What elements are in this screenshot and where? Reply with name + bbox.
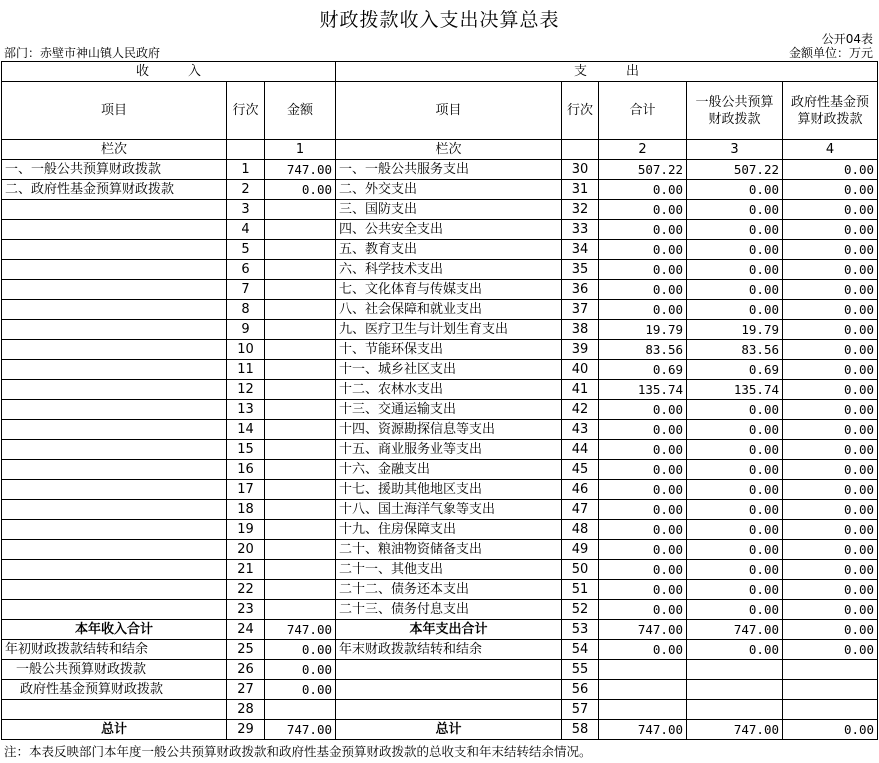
gov-fund-amount: 0.00	[783, 520, 878, 540]
income-item: 一、一般公共预算财政拨款	[2, 160, 227, 180]
income-item: 二、政府性基金预算财政拨款	[2, 180, 227, 200]
expense-row-no: 43	[562, 420, 599, 440]
general-budget-amount: 0.00	[687, 240, 783, 260]
income-row-no: 7	[227, 280, 265, 300]
general-budget-amount: 0.00	[687, 280, 783, 300]
expense-row-no: 39	[562, 340, 599, 360]
table-row	[2, 540, 878, 560]
expense-total: 0.00	[599, 240, 687, 260]
expense-total: 0.00	[599, 420, 687, 440]
expense-item: 年末财政拨款结转和结余	[336, 640, 562, 660]
expense-row-no: 48	[562, 520, 599, 540]
expense-row-no: 32	[562, 200, 599, 220]
expense-row-no: 53	[562, 620, 599, 640]
income-row-no: 26	[227, 660, 265, 680]
income-item: 本年收入合计	[2, 620, 227, 640]
expense-total: 747.00	[599, 720, 687, 740]
table-row	[2, 460, 878, 480]
income-row-no: 28	[227, 700, 265, 720]
income-amount	[265, 540, 336, 560]
expense-item: 总计	[336, 720, 562, 740]
expense-total: 135.74	[599, 380, 687, 400]
gov-fund-amount: 0.00	[783, 160, 878, 180]
general-budget-amount: 0.00	[687, 640, 783, 660]
general-budget-amount: 0.00	[687, 460, 783, 480]
income-row-no: 22	[227, 580, 265, 600]
budget-table	[1, 61, 878, 740]
expense-total: 19.79	[599, 320, 687, 340]
income-amount	[265, 260, 336, 280]
income-row-no: 19	[227, 520, 265, 540]
general-budget-amount: 0.00	[687, 420, 783, 440]
income-row-no: 16	[227, 460, 265, 480]
income-row-no: 11	[227, 360, 265, 380]
gov-fund-amount: 0.00	[783, 420, 878, 440]
expense-row-no: 50	[562, 560, 599, 580]
income-item	[2, 320, 227, 340]
income-item: 政府性基金预算财政拨款	[2, 680, 227, 700]
income-amount	[265, 460, 336, 480]
general-budget-amount: 507.22	[687, 160, 783, 180]
expense-row-no: 45	[562, 460, 599, 480]
income-row-no: 27	[227, 680, 265, 700]
general-budget-amount: 0.00	[687, 400, 783, 420]
expense-row-no: 57	[562, 700, 599, 720]
general-budget-amount: 0.00	[687, 600, 783, 620]
blank-cell	[227, 140, 265, 160]
expense-row-no: 54	[562, 640, 599, 660]
expense-total	[599, 660, 687, 680]
gov-fund-amount: 0.00	[783, 220, 878, 240]
gov-fund-amount: 0.00	[783, 260, 878, 280]
income-item	[2, 360, 227, 380]
expense-item	[336, 660, 562, 680]
general-budget-amount: 0.00	[687, 520, 783, 540]
expense-item: 八、社会保障和就业支出	[336, 300, 562, 320]
col-2: 2	[599, 140, 687, 160]
income-row-no: 14	[227, 420, 265, 440]
general-budget-amount: 747.00	[687, 620, 783, 640]
income-rowno-header: 行次	[227, 82, 265, 140]
expense-total: 83.56	[599, 340, 687, 360]
income-amount: 747.00	[265, 620, 336, 640]
gov-fund-amount: 0.00	[783, 640, 878, 660]
expense-total: 0.00	[599, 180, 687, 200]
general-budget-amount	[687, 680, 783, 700]
expense-total: 0.00	[599, 500, 687, 520]
income-item	[2, 440, 227, 460]
income-row-no: 25	[227, 640, 265, 660]
col-4: 4	[783, 140, 878, 160]
gov-fund-amount	[783, 680, 878, 700]
gov-fund-amount: 0.00	[783, 600, 878, 620]
expense-total: 0.00	[599, 200, 687, 220]
expense-total: 747.00	[599, 620, 687, 640]
expense-row-no: 36	[562, 280, 599, 300]
income-amount	[265, 300, 336, 320]
expense-item	[336, 680, 562, 700]
table-row	[2, 320, 878, 340]
general-budget-amount: 0.00	[687, 300, 783, 320]
table-row	[2, 300, 878, 320]
table-row	[2, 500, 878, 520]
income-row-no: 6	[227, 260, 265, 280]
income-amount	[265, 440, 336, 460]
general-budget-amount: 0.00	[687, 180, 783, 200]
income-amount: 0.00	[265, 640, 336, 660]
income-row-no: 20	[227, 540, 265, 560]
gov-fund-amount: 0.00	[783, 380, 878, 400]
expense-item: 二、外交支出	[336, 180, 562, 200]
income-amount: 0.00	[265, 180, 336, 200]
expense-row-no: 55	[562, 660, 599, 680]
income-row-no: 21	[227, 560, 265, 580]
table-row	[2, 160, 878, 180]
expense-total: 0.00	[599, 280, 687, 300]
income-item	[2, 420, 227, 440]
income-amount	[265, 500, 336, 520]
expense-item: 二十一、其他支出	[336, 560, 562, 580]
gov-fund-amount: 0.00	[783, 540, 878, 560]
table-row	[2, 680, 878, 700]
gov-fund-amount	[783, 660, 878, 680]
income-item-header: 项目	[2, 82, 227, 140]
gov-fund-amount: 0.00	[783, 280, 878, 300]
expense-row-no: 30	[562, 160, 599, 180]
income-row-no: 18	[227, 500, 265, 520]
income-amount-header: 金额	[265, 82, 336, 140]
gov-fund-amount: 0.00	[783, 620, 878, 640]
general-budget-amount: 0.00	[687, 200, 783, 220]
expense-row-no: 34	[562, 240, 599, 260]
footnote: 注：本表反映部门本年度一般公共预算财政拨款和政府性基金预算财政拨款的总收支和年末结转结余情况。	[4, 744, 592, 759]
expense-item: 十六、金融支出	[336, 460, 562, 480]
income-item	[2, 300, 227, 320]
income-amount	[265, 360, 336, 380]
income-amount: 747.00	[265, 160, 336, 180]
expense-row-no: 41	[562, 380, 599, 400]
income-item	[2, 560, 227, 580]
expense-item: 一、一般公共服务支出	[336, 160, 562, 180]
expense-total: 0.69	[599, 360, 687, 380]
table-row	[2, 580, 878, 600]
expense-item: 十七、援助其他地区支出	[336, 480, 562, 500]
income-amount	[265, 480, 336, 500]
income-amount	[265, 320, 336, 340]
blank-cell	[562, 140, 599, 160]
income-amount	[265, 600, 336, 620]
gov-fund-amount: 0.00	[783, 360, 878, 380]
gov-fund-header: 政府性基金预算财政拨款	[783, 82, 878, 140]
expense-item: 十一、城乡社区支出	[336, 360, 562, 380]
income-row-no: 1	[227, 160, 265, 180]
expense-item: 二十、粮油物资储备支出	[336, 540, 562, 560]
expense-total: 507.22	[599, 160, 687, 180]
gov-fund-amount: 0.00	[783, 400, 878, 420]
general-budget-header: 一般公共预算财政拨款	[687, 82, 783, 140]
table-row	[2, 480, 878, 500]
expense-row-no: 35	[562, 260, 599, 280]
income-item	[2, 500, 227, 520]
general-budget-amount: 19.79	[687, 320, 783, 340]
expense-item: 六、科学技术支出	[336, 260, 562, 280]
general-budget-amount: 0.00	[687, 480, 783, 500]
table-row	[2, 440, 878, 460]
gov-fund-amount: 0.00	[783, 440, 878, 460]
table-row	[2, 180, 878, 200]
expense-item: 二十三、债务付息支出	[336, 600, 562, 620]
income-row-no: 24	[227, 620, 265, 640]
expense-total	[599, 680, 687, 700]
general-budget-amount: 0.00	[687, 580, 783, 600]
form-number: 公开04表	[821, 32, 873, 46]
expense-total: 0.00	[599, 480, 687, 500]
table-row	[2, 720, 878, 740]
col-label: 栏次	[336, 140, 562, 160]
col-label: 栏次	[2, 140, 227, 160]
income-item: 一般公共预算财政拨款	[2, 660, 227, 680]
income-amount	[265, 400, 336, 420]
income-row-no: 3	[227, 200, 265, 220]
general-budget-amount: 0.00	[687, 220, 783, 240]
income-amount	[265, 280, 336, 300]
table-row	[2, 380, 878, 400]
income-item	[2, 260, 227, 280]
income-item	[2, 520, 227, 540]
income-row-no: 2	[227, 180, 265, 200]
expense-row-no: 49	[562, 540, 599, 560]
expense-item: 十四、资源勘探信息等支出	[336, 420, 562, 440]
income-amount	[265, 240, 336, 260]
income-amount: 0.00	[265, 660, 336, 680]
unit-label: 金额单位：万元	[788, 46, 873, 60]
expense-item	[336, 700, 562, 720]
table-row	[2, 560, 878, 580]
expense-row-no: 52	[562, 600, 599, 620]
income-item	[2, 540, 227, 560]
income-item	[2, 600, 227, 620]
expense-total: 0.00	[599, 540, 687, 560]
expense-total: 0.00	[599, 560, 687, 580]
expense-item: 十九、住房保障支出	[336, 520, 562, 540]
income-item	[2, 400, 227, 420]
income-row-no: 9	[227, 320, 265, 340]
expense-total: 0.00	[599, 260, 687, 280]
expense-total: 0.00	[599, 220, 687, 240]
expense-row-no: 44	[562, 440, 599, 460]
income-item	[2, 340, 227, 360]
expense-total-header: 合计	[599, 82, 687, 140]
table-row	[2, 640, 878, 660]
general-budget-amount: 747.00	[687, 720, 783, 740]
income-item	[2, 280, 227, 300]
income-item	[2, 380, 227, 400]
general-budget-amount: 0.00	[687, 440, 783, 460]
gov-fund-amount: 0.00	[783, 480, 878, 500]
gov-fund-amount: 0.00	[783, 340, 878, 360]
table-row	[2, 420, 878, 440]
table-row	[2, 240, 878, 260]
table-row	[2, 220, 878, 240]
income-row-no: 29	[227, 720, 265, 740]
expense-total	[599, 700, 687, 720]
gov-fund-amount: 0.00	[783, 580, 878, 600]
income-amount	[265, 200, 336, 220]
expense-total: 0.00	[599, 440, 687, 460]
expense-item: 四、公共安全支出	[336, 220, 562, 240]
table-row	[2, 200, 878, 220]
expense-item: 三、国防支出	[336, 200, 562, 220]
col-1: 1	[265, 140, 336, 160]
expense-row-no: 40	[562, 360, 599, 380]
expense-item: 十、节能环保支出	[336, 340, 562, 360]
expense-item: 本年支出合计	[336, 620, 562, 640]
income-amount	[265, 520, 336, 540]
expense-row-no: 46	[562, 480, 599, 500]
income-row-no: 23	[227, 600, 265, 620]
expense-row-no: 38	[562, 320, 599, 340]
income-amount: 747.00	[265, 720, 336, 740]
general-budget-amount	[687, 660, 783, 680]
gov-fund-amount: 0.00	[783, 460, 878, 480]
gov-fund-amount: 0.00	[783, 200, 878, 220]
general-budget-amount: 0.69	[687, 360, 783, 380]
income-row-no: 5	[227, 240, 265, 260]
page-title: 财政拨款收入支出决算总表	[319, 9, 560, 31]
table-row	[2, 600, 878, 620]
department-label: 部门：赤壁市神山镇人民政府	[4, 46, 161, 60]
table-row	[2, 260, 878, 280]
expense-total: 0.00	[599, 640, 687, 660]
expense-header: 支 出	[336, 62, 878, 82]
expense-item: 十八、国土海洋气象等支出	[336, 500, 562, 520]
income-row-no: 12	[227, 380, 265, 400]
gov-fund-amount: 0.00	[783, 300, 878, 320]
general-budget-amount: 0.00	[687, 560, 783, 580]
expense-total: 0.00	[599, 460, 687, 480]
expense-item: 十二、农林水支出	[336, 380, 562, 400]
income-item	[2, 240, 227, 260]
income-amount	[265, 340, 336, 360]
income-item: 总计	[2, 720, 227, 740]
income-header: 收 入	[2, 62, 336, 82]
gov-fund-amount: 0.00	[783, 320, 878, 340]
expense-item: 七、文化体育与传媒支出	[336, 280, 562, 300]
income-item: 年初财政拨款结转和结余	[2, 640, 227, 660]
income-row-no: 4	[227, 220, 265, 240]
gov-fund-amount: 0.00	[783, 240, 878, 260]
income-amount: 0.00	[265, 680, 336, 700]
expense-row-no: 56	[562, 680, 599, 700]
expense-item: 二十二、债务还本支出	[336, 580, 562, 600]
income-amount	[265, 560, 336, 580]
income-row-no: 8	[227, 300, 265, 320]
income-amount	[265, 700, 336, 720]
income-amount	[265, 380, 336, 400]
income-item	[2, 580, 227, 600]
expense-item: 十五、商业服务业等支出	[336, 440, 562, 460]
expense-row-no: 31	[562, 180, 599, 200]
income-amount	[265, 420, 336, 440]
general-budget-amount: 0.00	[687, 540, 783, 560]
income-item	[2, 700, 227, 720]
expense-row-no: 51	[562, 580, 599, 600]
expense-row-no: 33	[562, 220, 599, 240]
income-row-no: 10	[227, 340, 265, 360]
general-budget-amount: 83.56	[687, 340, 783, 360]
expense-row-no: 37	[562, 300, 599, 320]
expense-item: 五、教育支出	[336, 240, 562, 260]
general-budget-amount: 0.00	[687, 260, 783, 280]
table-row	[2, 660, 878, 680]
income-amount	[265, 580, 336, 600]
expense-item: 十三、交通运输支出	[336, 400, 562, 420]
gov-fund-amount: 0.00	[783, 500, 878, 520]
expense-item: 九、医疗卫生与计划生育支出	[336, 320, 562, 340]
expense-row-no: 47	[562, 500, 599, 520]
general-budget-amount: 135.74	[687, 380, 783, 400]
expense-row-no: 58	[562, 720, 599, 740]
table-row	[2, 520, 878, 540]
expense-total: 0.00	[599, 300, 687, 320]
gov-fund-amount: 0.00	[783, 180, 878, 200]
table-row	[2, 340, 878, 360]
expense-total: 0.00	[599, 600, 687, 620]
income-item	[2, 460, 227, 480]
income-row-no: 17	[227, 480, 265, 500]
expense-total: 0.00	[599, 400, 687, 420]
gov-fund-amount: 0.00	[783, 560, 878, 580]
gov-fund-amount: 0.00	[783, 720, 878, 740]
income-item	[2, 200, 227, 220]
col-3: 3	[687, 140, 783, 160]
income-row-no: 13	[227, 400, 265, 420]
expense-row-no: 42	[562, 400, 599, 420]
income-item	[2, 220, 227, 240]
expense-total: 0.00	[599, 580, 687, 600]
income-item	[2, 480, 227, 500]
table-row	[2, 360, 878, 380]
table-row	[2, 280, 878, 300]
expense-item-header: 项目	[336, 82, 562, 140]
income-row-no: 15	[227, 440, 265, 460]
table-row	[2, 400, 878, 420]
general-budget-amount	[687, 700, 783, 720]
general-budget-amount: 0.00	[687, 500, 783, 520]
income-amount	[265, 220, 336, 240]
gov-fund-amount	[783, 700, 878, 720]
expense-total: 0.00	[599, 520, 687, 540]
expense-rowno-header: 行次	[562, 82, 599, 140]
table-row	[2, 620, 878, 640]
table-row	[2, 700, 878, 720]
